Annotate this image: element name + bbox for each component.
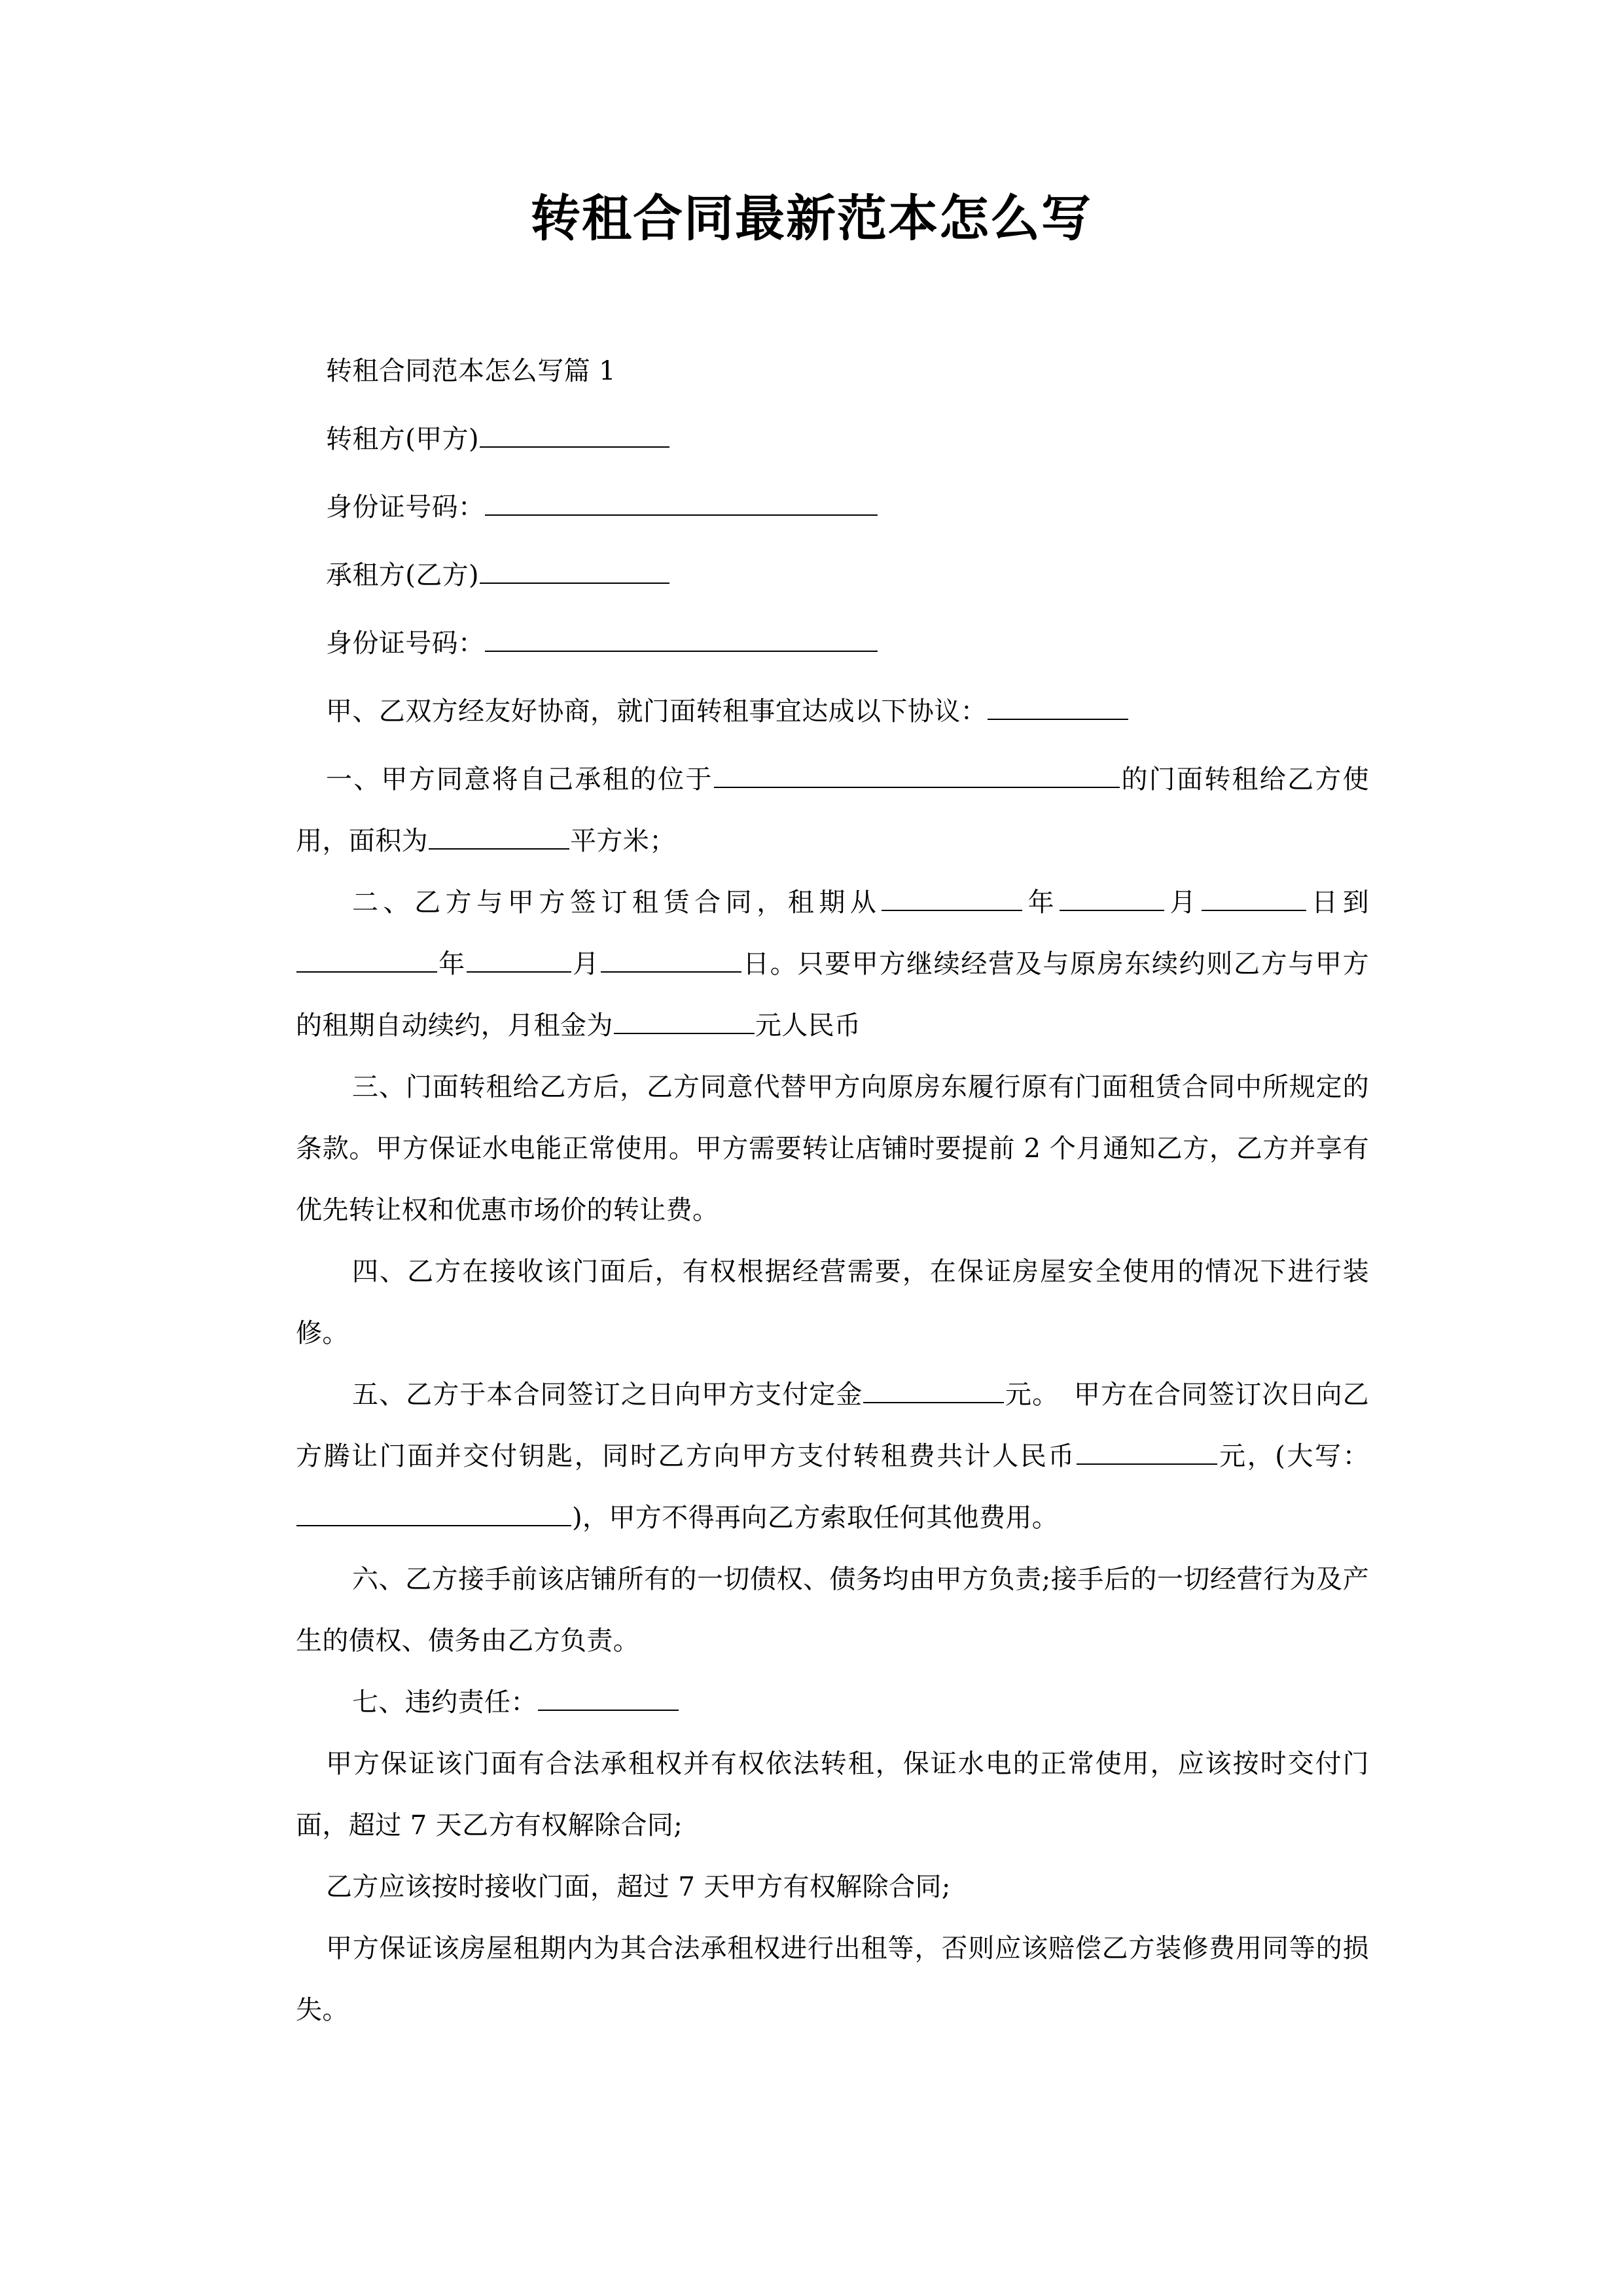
document-body [296, 340, 1369, 2041]
party-sublessee-line [296, 545, 1369, 606]
party-sublessor-id-line [296, 476, 1369, 538]
clause-6-text: 乙方接手前该店铺所有的一切债权、债务均由甲方负责;接手后的一切经营行为及产生的债权、债务由乙方负责。 [296, 1564, 1369, 1656]
clause-5-deposit-blank[interactable] [863, 1380, 1004, 1403]
clause-7-number: 七、 [352, 1687, 405, 1717]
clause-5-part1: 乙方于本合同签订之日向甲方支付定金 [406, 1380, 863, 1410]
clause-1-part1: 甲方同意将自己承租的位于 [381, 764, 713, 795]
sublessor-id-blank[interactable] [485, 492, 878, 516]
clause-5-fee-blank[interactable] [1077, 1441, 1217, 1465]
clause-2-start-month-blank[interactable] [1060, 888, 1164, 911]
clause-5-part4: 元，(大写： [1217, 1441, 1369, 1471]
clause-1-part3: 平方米； [570, 826, 676, 856]
clause-2-day-unit-a: 日 [1306, 888, 1343, 918]
clause-2-end-year-blank[interactable] [296, 949, 437, 973]
clause-2-start-day-blank[interactable] [1202, 888, 1306, 911]
clause-7 [296, 1672, 1369, 1733]
clause-2-number: 二、 [352, 888, 415, 918]
clause-2-part1: 乙方与甲方签订租赁合同，租期从 [414, 888, 882, 918]
sublessor-name-blank[interactable] [480, 424, 669, 448]
sublessor-label: 转租方(甲方) [326, 424, 480, 454]
clause-2-part2: 到 [1342, 888, 1370, 918]
clause-4-text: 乙方在接收该门面后，有权根据经营需要，在保证房屋安全使用的情况下进行装修。 [296, 1257, 1369, 1348]
clause-4 [296, 1241, 1369, 1364]
clause-2-part3: 日。只要甲方继续经营及与原房东续约则乙方与甲方的租期自动续约，月租金为 [296, 949, 1369, 1041]
clause-3-text: 门面转租给乙方后，乙方同意代替甲方向原房东履行原有门面租赁合同中所规定的条款。甲方保证水电能正常使用。甲方需要转让店铺时要提前 2 个月通知乙方，乙方并享有优先转让权和优惠市场价的转让费。 [296, 1072, 1369, 1225]
clause-6-number: 六、 [352, 1564, 406, 1594]
clause-5-part3: 甲方在合同签订次日向乙方腾让门面并交付钥匙，同时乙方向甲方支付转租费共计人民币 [296, 1380, 1369, 1471]
clause-1-area-blank[interactable] [429, 826, 569, 850]
liability-paragraph-3-text: 甲方保证该房屋租期内为其合法承租权进行出租等，否则应该赔偿乙方装修费用同等的损失。 [296, 1933, 1369, 2025]
clause-6 [296, 1549, 1369, 1672]
liability-paragraph-2 [296, 1856, 1369, 1918]
sublessee-id-label: 身份证号码： [326, 628, 485, 658]
clause-2-rent-blank[interactable] [614, 1011, 755, 1034]
clause-3 [296, 1056, 1369, 1241]
liability-paragraph-2-text: 乙方应该按时接收门面，超过 7 天甲方有权解除合同; [326, 1872, 951, 1902]
clause-3-number: 三、 [352, 1072, 406, 1102]
clause-7-blank[interactable] [538, 1687, 679, 1711]
clause-2-end-day-blank[interactable] [601, 949, 741, 973]
liability-paragraph-3 [296, 1918, 1369, 2041]
clause-4-number: 四、 [352, 1257, 408, 1287]
sublessor-id-label: 身份证号码： [326, 492, 485, 522]
clause-7-text: 违约责任： [404, 1687, 537, 1717]
clause-2 [296, 872, 1369, 1056]
clause-5-part5: )，甲方不得再向乙方索取任何其他费用。 [572, 1503, 1059, 1533]
clause-2-start-year-blank[interactable] [882, 888, 1022, 911]
preamble-text: 甲、乙双方经友好协商，就门面转租事宜达成以下协议： [326, 696, 987, 726]
clause-2-month-unit-b: 月 [571, 949, 600, 979]
page-title: 转租合同最新范本怎么写 [531, 189, 1092, 247]
clause-1 [296, 749, 1369, 872]
party-sublessee-id-line [296, 613, 1369, 674]
liability-paragraph-1 [296, 1733, 1369, 1856]
clause-2-month-unit-a: 月 [1165, 888, 1201, 918]
clause-1-number: 一、 [326, 764, 382, 795]
section-heading-text: 转租合同范本怎么写篇 1 [326, 356, 616, 386]
clause-5-part2: 元。 [1005, 1380, 1060, 1410]
sublessee-id-blank[interactable] [485, 628, 878, 652]
section-heading [296, 340, 1369, 402]
clause-1-part2: 的门面转租给乙方使用，面积为 [296, 764, 1369, 856]
clause-2-end-month-blank[interactable] [467, 949, 571, 973]
clause-5-number: 五、 [352, 1380, 406, 1410]
clause-5 [296, 1364, 1369, 1549]
party-sublessor-line [296, 408, 1369, 470]
preamble-paragraph [296, 681, 1369, 742]
preamble-blank[interactable] [988, 696, 1128, 720]
sublessee-name-blank[interactable] [480, 560, 669, 584]
sublessee-label: 承租方(乙方) [326, 560, 480, 590]
clause-2-year-unit-a: 年 [1023, 888, 1060, 918]
clause-2-part4: 元人民币 [755, 1011, 861, 1041]
clause-5-fee-words-blank[interactable] [296, 1503, 571, 1526]
liability-paragraph-1-text: 甲方保证该门面有合法承租权并有权依法转租，保证水电的正常使用，应该按时交付门面，超过 7 天乙方有权解除合同; [296, 1749, 1369, 1840]
clause-1-address-blank[interactable] [714, 764, 1120, 788]
clause-2-year-unit-b: 年 [438, 949, 466, 979]
